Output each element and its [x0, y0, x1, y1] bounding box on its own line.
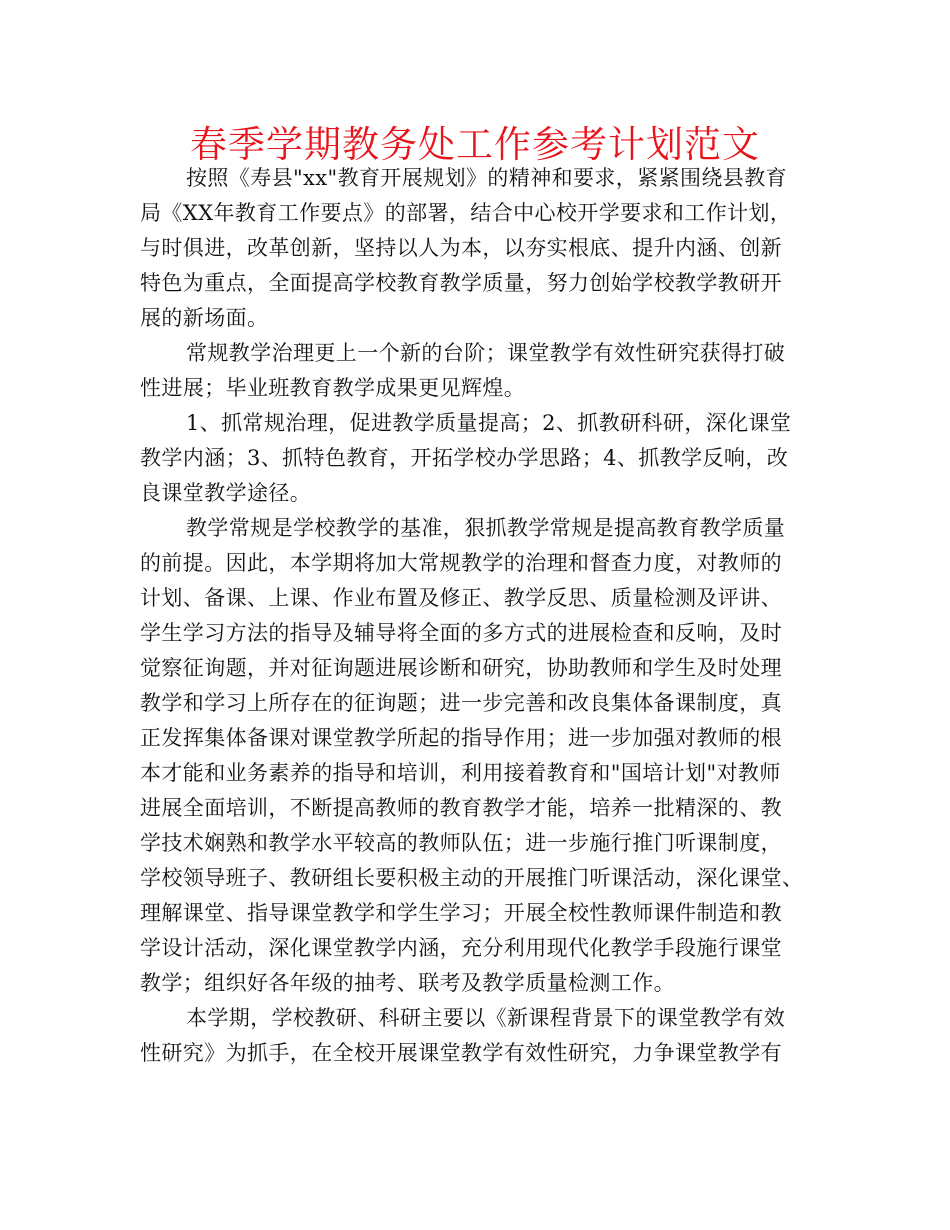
text-line: 学技术娴熟和教学水平较高的教师队伍；进一步施行推门听课制度， — [140, 831, 782, 855]
text-line: 理解课堂、指导课堂教学和学生学习；开展全校性教师课件制造和教 — [140, 901, 782, 925]
text-line: 教学常规是学校教学的基准，狠抓教学常规是提高教育教学质量 — [186, 516, 786, 540]
text-line: 教学；组织好各年级的抽考、联考及教学质量检测工作。 — [140, 971, 675, 995]
text-line: 性进展；毕业班教育教学成果更见辉煌。 — [140, 376, 526, 400]
text-line: 教学和学习上所存在的征询题；进一步完善和改良集体备课制度，真 — [140, 691, 782, 715]
text-line: 学设计活动，深化课堂教学内涵，充分利用现代化教学手段施行课堂 — [140, 936, 782, 960]
text-line: 与时俱进，改革创新，坚持以人为本，以夯实根底、提升内涵、创新 — [140, 236, 782, 260]
text-line: 计划、备课、上课、作业布置及修正、教学反思、质量检测及评讲、 — [140, 586, 782, 610]
text-line: 常规教学治理更上一个新的台阶；课堂教学有效性研究获得打破 — [186, 341, 786, 365]
text-line: 正发挥集体备课对课堂教学所起的指导作用；进一步加强对教师的根 — [140, 726, 782, 750]
text-line: 本学期，学校教研、科研主要以《新课程背景下的课堂教学有效 — [186, 1006, 786, 1030]
text-line: 良课堂教学途径。 — [140, 481, 312, 505]
text-line: 展的新场面。 — [140, 306, 269, 330]
document-body — [140, 161, 828, 1071]
text-line: 局《XX年教育工作要点》的部署，结合中心校开学要求和工作计划， — [140, 201, 792, 225]
text-line: 按照《寿县"xx"教育开展规划》的精神和要求，紧紧围绕县教育 — [186, 166, 788, 190]
text-line: 觉察征询题，并对征询题进展诊断和研究，协助教师和学生及时处理 — [140, 656, 782, 680]
text-line: 1、抓常规治理，促进教学质量提高；2、抓教研科研，深化课堂 — [186, 411, 792, 435]
text-line: 教学内涵；3、抓特色教育，开拓学校办学思路；4、抓教学反响，改 — [140, 446, 789, 470]
text-line: 特色为重点，全面提高学校教育教学质量，努力创始学校教学教研开 — [140, 271, 782, 295]
text-line: 的前提。因此，本学期将加大常规教学的治理和督查力度，对教师的 — [140, 551, 782, 575]
text-line: 本才能和业务素养的指导和培训，利用接着教育和"国培计划"对教师 — [140, 761, 781, 785]
text-line: 性研究》为抓手，在全校开展课堂教学有效性研究，力争课堂教学有 — [140, 1041, 782, 1065]
text-line: 学生学习方法的指导及辅导将全面的多方式的进展检查和反响，及时 — [140, 621, 782, 645]
text-line: 进展全面培训，不断提高教师的教育教学才能，培养一批精深的、教 — [140, 796, 782, 820]
text-line: 学校领导班子、教研组长要积极主动的开展推门听课活动，深化课堂、 — [140, 866, 804, 890]
document-title: 春季学期教务处工作参考计划范文 — [190, 123, 760, 166]
